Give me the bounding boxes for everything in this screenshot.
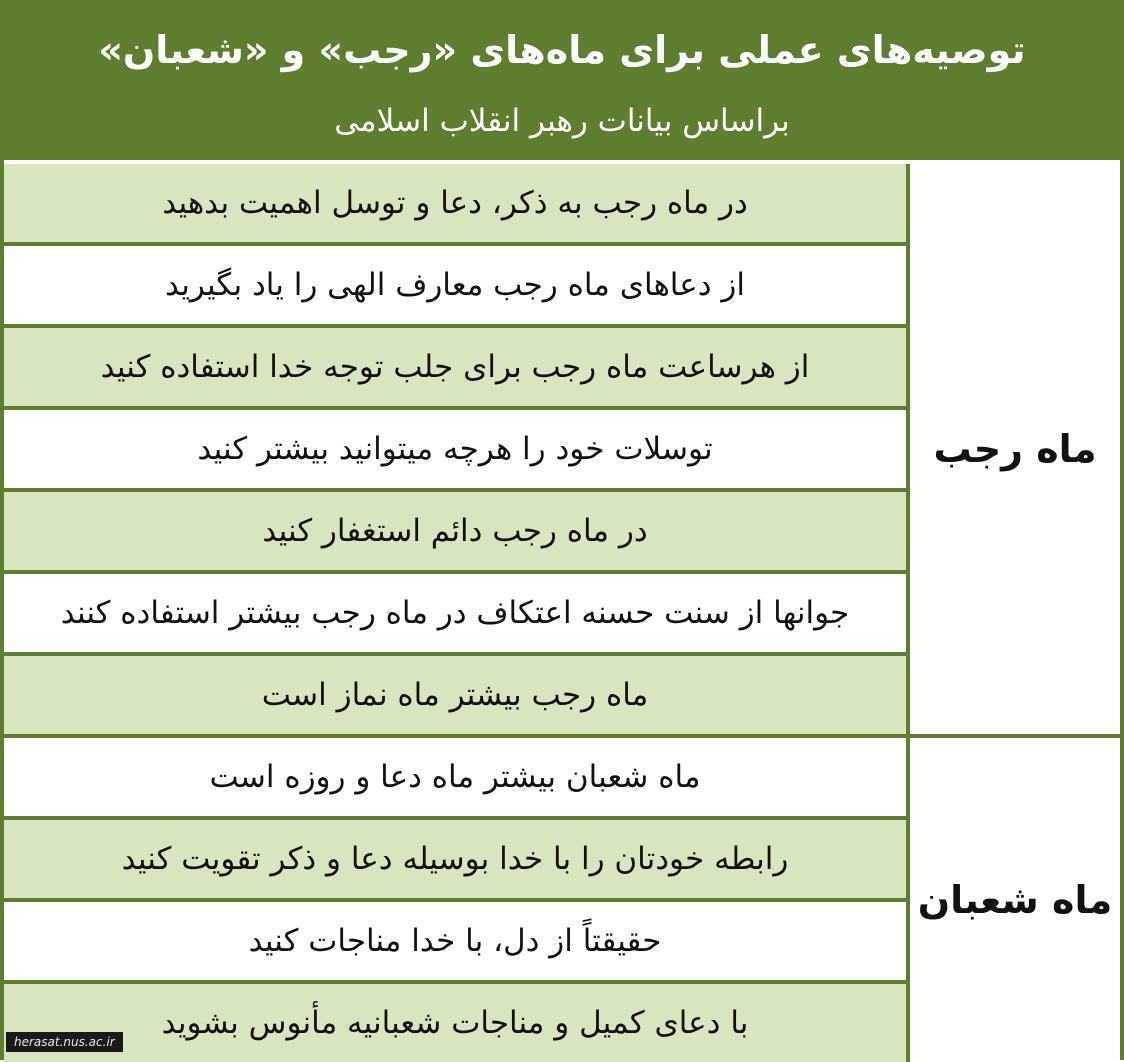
page-title: توصیه‌های عملی برای ماه‌های «رجب» و «شعبان» bbox=[98, 28, 1026, 72]
recommendation-row: توسلات خود را هرچه میتوانید بیشتر کنید bbox=[4, 410, 906, 492]
group-label-shaban: ماه شعبان bbox=[906, 738, 1120, 1062]
group-rows-shaban bbox=[4, 738, 906, 1062]
group-label-rajab: ماه رجب bbox=[906, 164, 1120, 734]
source-watermark: herasat.nus.ac.ir bbox=[6, 1032, 123, 1052]
group-rajab bbox=[4, 164, 1120, 738]
recommendation-row: با دعای کمیل و مناجات شعبانیه مأنوس بشوید bbox=[4, 984, 906, 1062]
recommendation-row: جوانها از سنت حسنه اعتکاف در ماه رجب بیشتر استفاده کنند bbox=[4, 574, 906, 656]
group-shaban bbox=[4, 738, 1120, 1062]
group-rows-rajab bbox=[4, 164, 906, 734]
recommendation-row: رابطه خودتان را با خدا بوسیله دعا و ذکر تقویت کنید bbox=[4, 820, 906, 902]
recommendation-row: از هرساعت ماه رجب برای جلب توجه خدا استفاده کنید bbox=[4, 328, 906, 410]
recommendations-table bbox=[4, 164, 1120, 1062]
recommendation-row: ماه رجب بیشتر ماه نماز است bbox=[4, 656, 906, 734]
recommendation-row: در ماه رجب به ذکر، دعا و توسل اهمیت بدهید bbox=[4, 164, 906, 246]
recommendation-row: از دعاهای ماه رجب معارف الهی را یاد بگیرید bbox=[4, 246, 906, 328]
recommendation-row: در ماه رجب دائم استغفار کنید bbox=[4, 492, 906, 574]
recommendation-row: ماه شعبان بیشتر ماه دعا و روزه است bbox=[4, 738, 906, 820]
page-subtitle: براساس بیانات رهبر انقلاب اسلامی bbox=[334, 103, 790, 139]
header-banner bbox=[4, 4, 1120, 160]
recommendation-row: حقیقتاً از دل، با خدا مناجات کنید bbox=[4, 902, 906, 984]
